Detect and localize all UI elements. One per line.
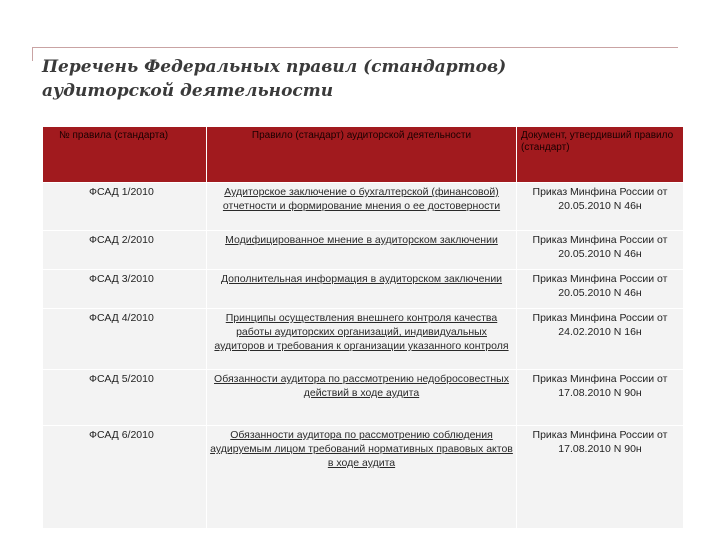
page-title-line-1: Перечень Федеральных правил (стандартов) bbox=[42, 57, 507, 77]
rule-name-link[interactable]: Принципы осуществления внешнего контроля качества работы аудиторских организаций, индивидуальных аудиторов и требования к организации указанного контроля bbox=[207, 309, 517, 370]
approving-document-cell: Приказ Минфина России от 17.08.2010 N 90н bbox=[517, 370, 684, 426]
table-row bbox=[43, 309, 684, 370]
header-approving-document: Документ, утвердивший правило (стандарт) bbox=[517, 127, 684, 183]
approving-document-cell: Приказ Минфина России от 17.08.2010 N 90н bbox=[517, 426, 684, 529]
rule-code-cell: ФСАД 6/2010 bbox=[43, 426, 207, 529]
rule-code-cell: ФСАД 1/2010 bbox=[43, 183, 207, 231]
standards-table bbox=[42, 126, 684, 529]
rule-name-link[interactable]: Обязанности аудитора по рассмотрению недобросовестных действий в ходе аудита bbox=[207, 370, 517, 426]
rule-code-cell: ФСАД 3/2010 bbox=[43, 270, 207, 309]
table-row bbox=[43, 183, 684, 231]
approving-document-cell: Приказ Минфина России от 20.05.2010 N 46н bbox=[517, 270, 684, 309]
approving-document-cell: Приказ Минфина России от 24.02.2010 N 16н bbox=[517, 309, 684, 370]
rule-name-link[interactable]: Дополнительная информация в аудиторском заключении bbox=[207, 270, 517, 309]
rule-name-link[interactable]: Обязанности аудитора по рассмотрению соблюдения аудируемым лицом требований нормативных правовых актов в ходе аудита bbox=[207, 426, 517, 529]
rule-code-cell: ФСАД 2/2010 bbox=[43, 231, 207, 270]
table-header-row bbox=[43, 127, 684, 183]
approving-document-cell: Приказ Минфина России от 20.05.2010 N 46н bbox=[517, 183, 684, 231]
header-rule-name: Правило (стандарт) аудиторской деятельности bbox=[207, 127, 517, 183]
page-title-line-2: аудиторской деятельности bbox=[42, 81, 334, 101]
rule-code-cell: ФСАД 4/2010 bbox=[43, 309, 207, 370]
table-row bbox=[43, 370, 684, 426]
table-row bbox=[43, 270, 684, 309]
left-divider bbox=[32, 47, 33, 61]
rule-code-cell: ФСАД 5/2010 bbox=[43, 370, 207, 426]
header-rule-number: № правила (стандарта) bbox=[43, 127, 207, 183]
rule-name-link[interactable]: Аудиторское заключение о бухгалтерской (финансовой) отчетности и формирование мнения о ее достоверности bbox=[207, 183, 517, 231]
page-title bbox=[42, 55, 682, 103]
approving-document-cell: Приказ Минфина России от 20.05.2010 N 46н bbox=[517, 231, 684, 270]
table-row bbox=[43, 426, 684, 529]
table-row bbox=[43, 231, 684, 270]
rule-name-link[interactable]: Модифицированное мнение в аудиторском заключении bbox=[207, 231, 517, 270]
top-divider bbox=[32, 47, 678, 48]
